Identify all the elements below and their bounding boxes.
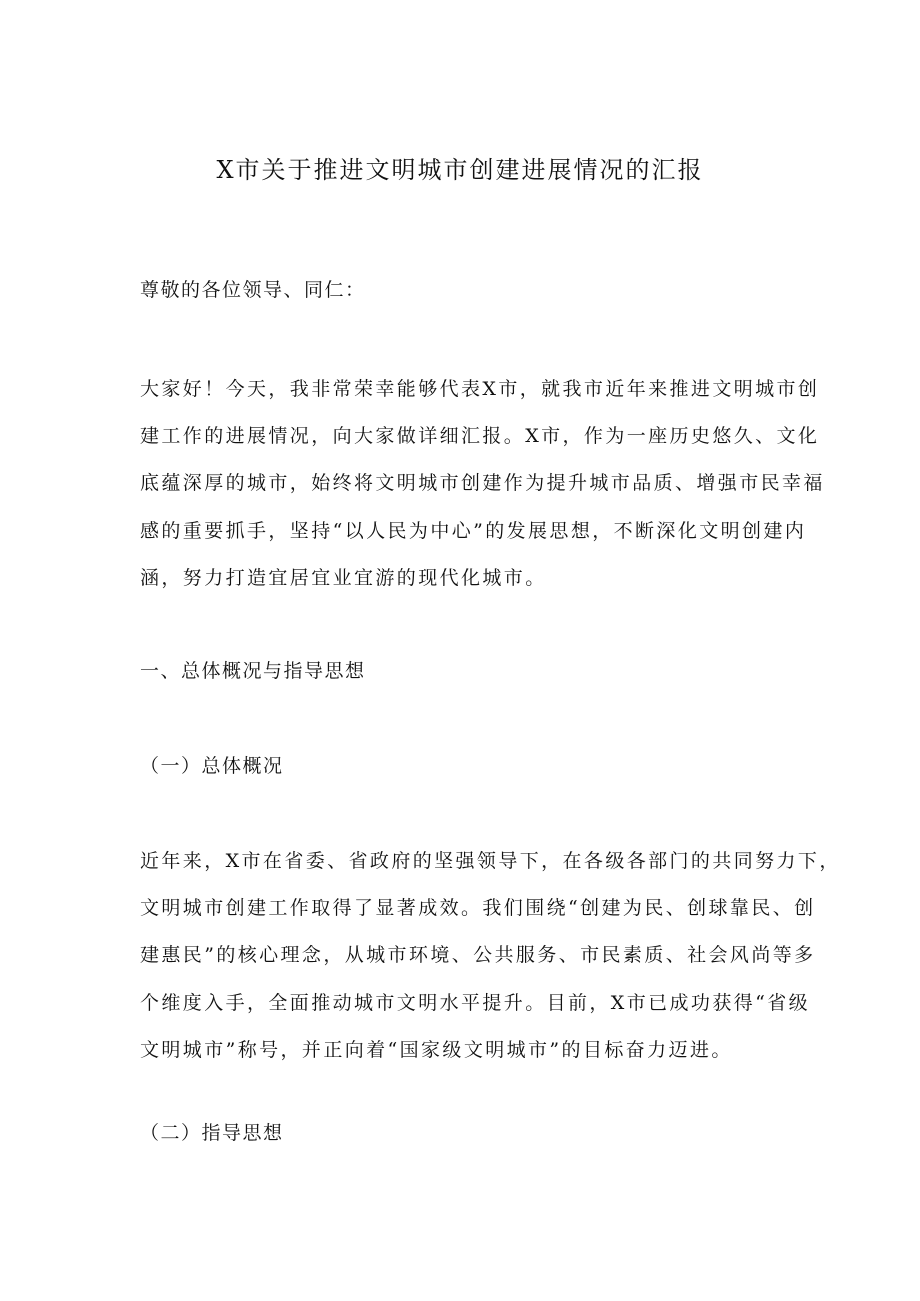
subsection-heading: （二）指导思想 <box>140 1122 284 1144</box>
paragraph-line: 大家好！今天，我非常荣幸能够代表X市，就我市近年来推进文明城市创 <box>140 378 820 400</box>
paragraph-line: 感的重要抓手，坚持“以人民为中心”的发展思想，不断深化文明创建内 <box>140 519 807 542</box>
intro-paragraph <box>140 366 825 602</box>
paragraph-line: 底蕴深厚的城市，始终将文明城市创建作为提升城市品质、增强市民幸福 <box>140 472 825 495</box>
section-heading: 一、总体概况与指导思想 <box>140 660 366 682</box>
salutation: 尊敬的各位领导、同仁： <box>140 279 366 301</box>
paragraph-line: 个维度入手，全面推动城市文明水平提升。目前，X市已成功获得“省级 <box>140 991 811 1014</box>
subsection-heading: （一）总体概况 <box>140 755 284 777</box>
overview-paragraph <box>140 838 841 1074</box>
document-title: X市关于推进文明城市创建进展情况的汇报 <box>216 156 704 184</box>
paragraph-line: 文明城市创建工作取得了显著成效。我们围绕“创建为民、创球靠民、创 <box>140 897 816 920</box>
paragraph-line: 文明城市”称号，并正向着“国家级文明城市”的目标奋力迈进。 <box>140 1038 733 1061</box>
paragraph-line: 涵，努力打造宜居宜业宜游的现代化城市。 <box>140 566 547 589</box>
paragraph-line: 建惠民”的核心理念，从城市环境、公共服务、市民素质、社会风尚等多 <box>140 944 816 967</box>
paragraph-line: 近年来，X市在省委、省政府的坚强领导下，在各级各部门的共同努力下， <box>140 850 841 872</box>
paragraph-line: 建工作的进展情况，向大家做详细汇报。X市，作为一座历史悠久、文化 <box>140 425 820 448</box>
